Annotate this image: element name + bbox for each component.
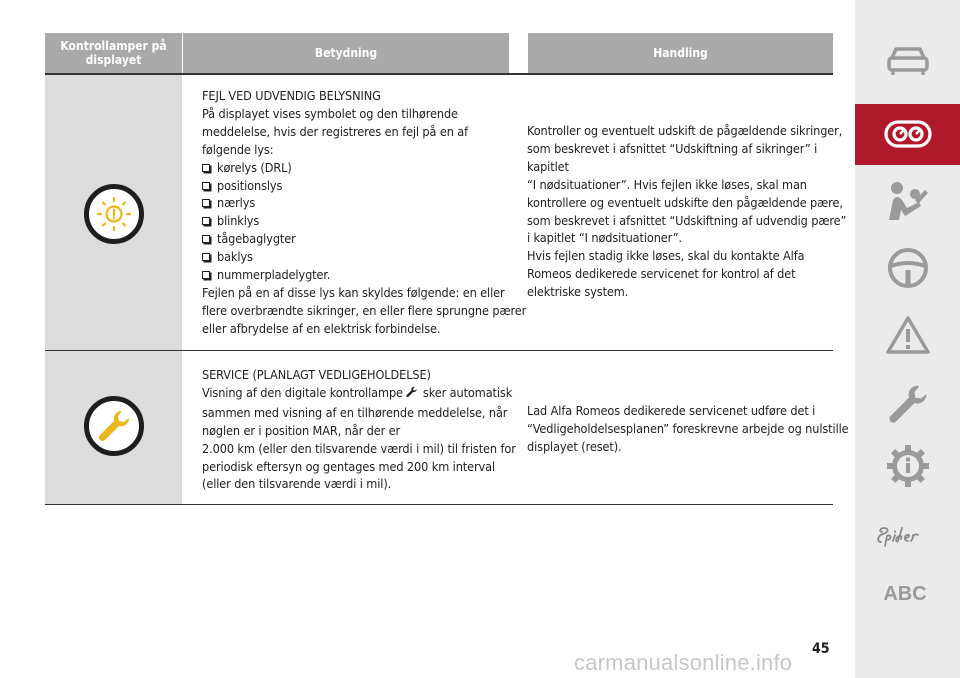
bullet-text: blinklys bbox=[217, 213, 260, 229]
row2-line: (eller den tilsvarende værdi i mil). bbox=[202, 476, 392, 492]
wrench-icon bbox=[885, 382, 931, 428]
row2-line: nøglen er i position MAR, når der er bbox=[202, 422, 401, 438]
row1-action-line: kapitlet bbox=[527, 158, 569, 174]
car-icon bbox=[885, 44, 931, 78]
row1-action-line: “I nødsituationer”. Hvis fejlen ikke løses, skal man bbox=[527, 176, 807, 192]
row1-action-line: som beskrevet i afsnittet “Udskiftning af sikringer” i bbox=[527, 140, 818, 156]
row1-bullet bbox=[202, 266, 517, 284]
spider-logo bbox=[875, 524, 941, 548]
row1-title: FEJL VED UDVENDIG BELYSNING bbox=[202, 88, 381, 103]
row1-line: meddelelse, hvis der registreres en fejl på en af bbox=[202, 123, 469, 139]
sidebar-item-instruments[interactable] bbox=[855, 118, 960, 150]
sidebar-item-model[interactable] bbox=[855, 524, 960, 548]
row2-action-line: Lad Alfa Romeos dedikerede servicenet udføre det i bbox=[527, 403, 816, 418]
row1-line: På displayet vises symbolet og den tilhørende bbox=[202, 105, 458, 121]
page-number: 45 bbox=[812, 641, 830, 657]
checkbox-bullet-icon bbox=[202, 164, 210, 172]
sidebar-item-maintenance[interactable] bbox=[855, 382, 960, 428]
row2-line-end: sker automatisk bbox=[422, 384, 513, 400]
row2-action bbox=[527, 402, 849, 456]
bullet-text: nummerpladelygter. bbox=[217, 267, 331, 283]
bullet-text: tågebaglygter bbox=[217, 231, 296, 247]
steering-wheel-icon bbox=[886, 246, 930, 290]
sidebar-item-driving[interactable] bbox=[855, 246, 960, 290]
header-indicator-column bbox=[45, 33, 182, 73]
checkbox-bullet-icon bbox=[202, 271, 210, 279]
instrument-panel-icon bbox=[883, 118, 933, 150]
row1-action-line: Kontroller og eventuelt udskift de pågældende sikringer, bbox=[527, 123, 843, 138]
row2-action-line: displayet (reset). bbox=[527, 438, 622, 454]
checkbox-bullet-icon bbox=[202, 235, 210, 243]
info-gear-icon bbox=[885, 443, 931, 489]
row2-line-with-icon bbox=[202, 384, 517, 404]
row2-line: periodisk eftersyn og gentages med 200 km interval bbox=[202, 458, 496, 474]
bullet-text: baklys bbox=[217, 249, 253, 265]
row1-action-line: som beskrevet i afsnittet “Udskiftning af udvendig pære” bbox=[527, 212, 847, 228]
checkbox-bullet-icon bbox=[202, 217, 210, 225]
checkbox-bullet-icon bbox=[202, 182, 210, 190]
header-indicator-label: Kontrollamper på displayet bbox=[60, 39, 167, 67]
row1-action-line: Romeos dedikerede servicenet for kontrol af det bbox=[527, 266, 796, 282]
row1-bullet bbox=[202, 194, 517, 212]
bullet-text: positionslys bbox=[217, 177, 283, 193]
bullet-text: nærlys bbox=[217, 195, 256, 211]
row-divider bbox=[45, 350, 833, 351]
warning-triangle-icon bbox=[885, 314, 931, 356]
airbag-passenger-icon bbox=[885, 180, 931, 222]
row1-action-line: kontrollere og eventuelt udskifte den pågældende pære, bbox=[527, 194, 843, 210]
header-action-label: Handling bbox=[653, 46, 708, 60]
row1-line: eller afbrydelse af en elektrisk forbindelse. bbox=[202, 320, 441, 336]
sidebar-item-car[interactable] bbox=[855, 44, 960, 78]
checkbox-bullet-icon bbox=[202, 199, 210, 207]
row1-line: flere overbrændte sikringer, en eller flere sprungne pærer bbox=[202, 302, 527, 318]
row2-line: 2.000 km (eller den tilsvarende værdi i mil) til fristen for bbox=[202, 440, 516, 456]
table-bottom-divider bbox=[45, 504, 833, 505]
header-meaning-column bbox=[183, 33, 509, 73]
wrench-inline-icon bbox=[405, 385, 419, 404]
row1-bullet bbox=[202, 177, 517, 195]
sidebar-item-safety[interactable] bbox=[855, 180, 960, 222]
chapter-sidebar bbox=[855, 0, 960, 678]
row1-action-line: i kapitlet “I nødsituationer”. bbox=[527, 230, 683, 246]
row1-line: Fejlen på en af disse lys kan skyldes følgende: en eller bbox=[202, 284, 505, 300]
row2-description bbox=[202, 366, 517, 493]
row2-line-start: Visning af den digitale kontrollampe bbox=[202, 384, 403, 400]
header-meaning-label: Betydning bbox=[314, 46, 378, 60]
header-action-column bbox=[528, 33, 833, 73]
row2-line: sammen med visning af en tilhørende meddelelse, når bbox=[202, 404, 508, 420]
bullet-text: kørelys (DRL) bbox=[217, 159, 292, 175]
row1-bullet bbox=[202, 212, 517, 230]
row1-bullet bbox=[202, 159, 517, 177]
row1-action-line: Hvis fejlen stadig ikke løses, skal du kontakte Alfa bbox=[527, 248, 805, 264]
row1-bullet bbox=[202, 248, 517, 266]
row2-action-line: “Vedligeholdelsesplanen” foreskrevne arbejde og nulstille bbox=[527, 420, 849, 436]
wrench-service-icon bbox=[84, 396, 144, 456]
exterior-light-fault-icon bbox=[84, 184, 144, 244]
row1-action bbox=[527, 122, 847, 301]
watermark-text: carmanualsonline.info bbox=[574, 650, 793, 675]
sidebar-item-index[interactable]: ABC bbox=[883, 583, 927, 605]
row1-bullet bbox=[202, 230, 517, 248]
row1-description bbox=[202, 87, 527, 338]
checkbox-bullet-icon bbox=[202, 253, 210, 261]
row2-title: SERVICE (PLANLAGT VEDLIGEHOLDELSE) bbox=[202, 367, 431, 382]
row1-action-line: elektriske system. bbox=[527, 284, 629, 300]
row1-line: følgende lys: bbox=[202, 141, 274, 157]
sidebar-item-emergency[interactable] bbox=[855, 314, 960, 356]
sidebar-item-technical-data[interactable] bbox=[855, 443, 960, 489]
